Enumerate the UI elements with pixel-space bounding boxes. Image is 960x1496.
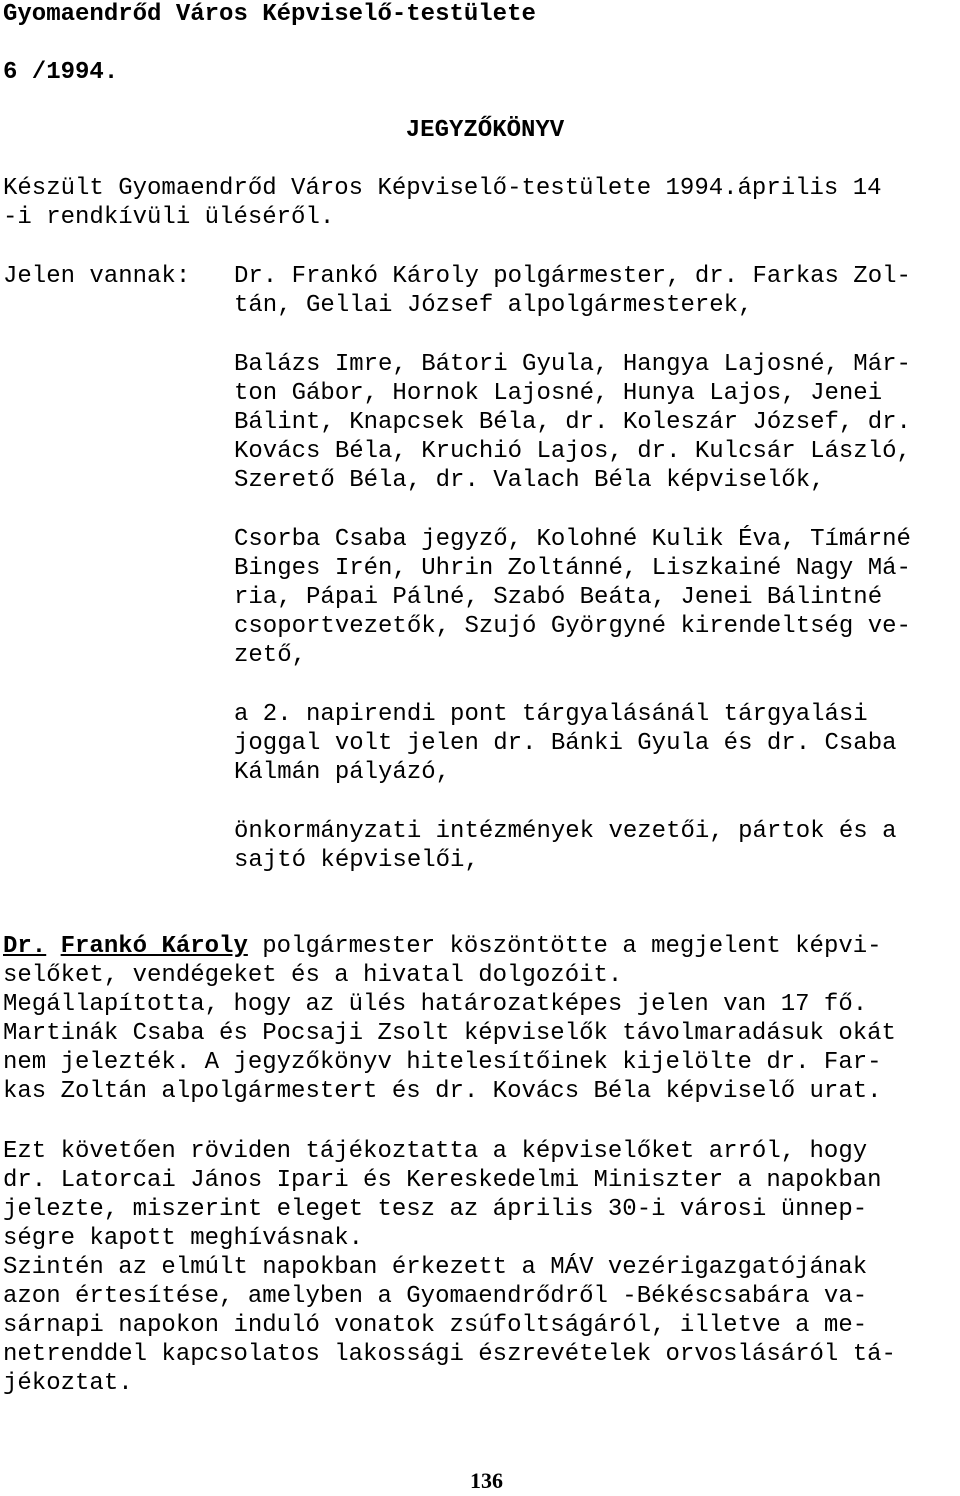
paragraph-line: Ezt követően röviden tájékoztatta a képviselőket arról, hogy (3, 1138, 868, 1165)
representatives-line: Bálint, Knapcsek Béla, dr. Koleszár József, dr. (234, 409, 911, 436)
document-title: JEGYZŐKÖNYV (405, 117, 565, 144)
paragraph-line: sárnapi napokon induló vonatok zsúfoltságáról, illetve a me- (3, 1312, 868, 1339)
representatives-line: Szerető Béla, dr. Valach Béla képviselők, (234, 467, 825, 494)
paragraph-line: netrenddel kapcsolatos lakossági észrevételek orvoslásáról tá- (3, 1341, 896, 1368)
council-heading: Gyomaendrőd Város Képviselő-testülete (3, 1, 536, 28)
staff-line: Csorba Csaba jegyző, Kolohné Kulik Éva, Tímárné (234, 526, 911, 553)
page-number: 136 (470, 1468, 503, 1493)
paragraph-line: jékoztat. (3, 1370, 133, 1397)
paragraph-line: Megállapította, hogy az ülés határozatképes jelen van 17 fő. (3, 991, 868, 1018)
intro-line: -i rendkívüli üléséről. (3, 204, 335, 231)
paragraph-line: ségre kapott meghívásnak. (3, 1225, 364, 1252)
representatives-line: Kovács Béla, Kruchió Lajos, dr. Kulcsár László, (234, 438, 911, 465)
paragraph-line: Szintén az elmúlt napokban érkezett a MÁV vezérigazgatójának (3, 1254, 868, 1281)
others-line: sajtó képviselői, (234, 847, 479, 874)
paragraph-line: kas Zoltán alpolgármestert és dr. Kovács Béla képviselő urat. (3, 1078, 882, 1105)
mayors-line: Dr. Frankó Károly polgármester, dr. Farkas Zol- (234, 263, 911, 290)
staff-line: csoportvezetők, Szujó Györgyné kirendeltség ve- (234, 613, 911, 640)
attendance-label: Jelen vannak: (3, 263, 191, 290)
intro-line: Készült Gyomaendrőd Város Képviselő-testülete 1994.április 14 (3, 175, 882, 202)
mayors-line: tán, Gellai József alpolgármesterek, (234, 292, 753, 319)
paragraph-line: dr. Latorcai János Ipari és Kereskedelmi Miniszter a napokban (3, 1167, 882, 1194)
representatives-line: Balázs Imre, Bátori Gyula, Hangya Lajosné, Már- (234, 351, 911, 378)
staff-line: Binges Irén, Uhrin Zoltánné, Liszkainé Nagy Má- (234, 555, 911, 582)
document-number: 6 /1994. (3, 59, 119, 86)
representatives-line: ton Gábor, Hornok Lajosné, Hunya Lajos, Jenei (234, 380, 883, 407)
paragraph-line: selőket, vendégeket és a hivatal dolgozóit. (3, 962, 623, 989)
paragraph-line: jelezte, miszerint eleget tesz az április 30-i városi ünnep- (3, 1196, 868, 1223)
speaker-name: Frankó Károly (60, 933, 248, 960)
paragraph-line (3, 932, 882, 961)
paragraph-line: azon értesítése, amelyben a Gyomaendrődről -Békéscsabára va- (3, 1283, 868, 1310)
paragraph-line: nem jelezték. A jegyzőkönyv hitelesítőinek kijelölte dr. Far- (3, 1049, 882, 1076)
paragraph-line: Martinák Csaba és Pocsaji Zsolt képviselők távolmaradásuk okát (3, 1020, 896, 1047)
guests-line: Kálmán pályázó, (234, 759, 451, 786)
staff-line: zető, (234, 642, 307, 669)
paragraph-text: polgármester köszöntötte a megjelent képvi- (247, 933, 882, 960)
guests-line: joggal volt jelen dr. Bánki Gyula és dr. Csaba (234, 730, 897, 757)
speaker-title: Dr. (3, 933, 47, 960)
others-line: önkormányzati intézmények vezetői, pártok és a (234, 818, 897, 845)
staff-line: ria, Pápai Pálné, Szabó Beáta, Jenei Bálintné (234, 584, 883, 611)
guests-line: a 2. napirendi pont tárgyalásánál tárgyalási (234, 701, 868, 728)
